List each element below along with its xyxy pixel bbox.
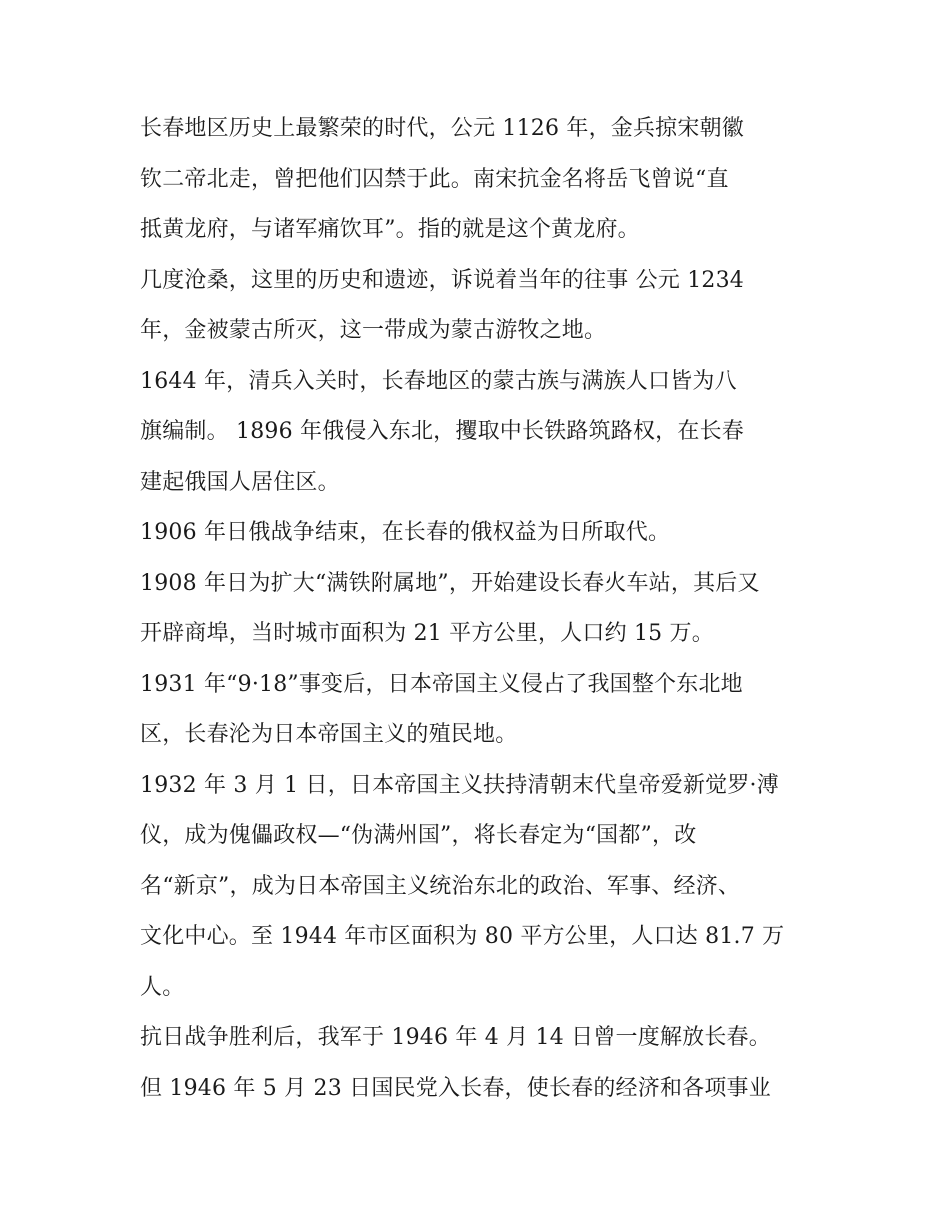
text-line: 1644 年，清兵入关时，长春地区的蒙古族与满族人口皆为八 bbox=[140, 368, 737, 394]
text-line: 开辟商埠，当时城市面积为 21 平方公里，人口约 15 万。 bbox=[140, 621, 714, 646]
text-line: 长春地区历史上最繁荣的时代，公元 1126 年，金兵掠宋朝徽 bbox=[140, 116, 744, 141]
text-line: 人。 bbox=[140, 974, 185, 1000]
text-line: 文化中心。至 1944 年市区面积为 80 平方公里，人口达 81.7 万 bbox=[140, 924, 785, 949]
text-line: 建起俄国人居住区。 bbox=[140, 469, 340, 495]
text-line: 抵黄龙府，与诸军痛饮耳”。指的就是这个黄龙府。 bbox=[140, 217, 640, 242]
text-line: 但 1946 年 5 月 23 日国民党入长春，使长春的经济和各项事业 bbox=[140, 1075, 771, 1101]
text-line: 旗编制。 1896 年俄侵入东北，攫取中长铁路筑路权，在长春 bbox=[140, 419, 744, 444]
text-line: 几度沧桑，这里的历史和遗迹，诉说着当年的往事 公元 1234 bbox=[140, 267, 744, 293]
text-line: 1906 年日俄战争结束，在长春的俄权益为日所取代。 bbox=[140, 520, 671, 545]
text-line: 区，长春沦为日本帝国主义的殖民地。 bbox=[140, 722, 518, 747]
text-line: 仪，成为傀儡政权—“伪满州国”，将长春定为“国都”，改 bbox=[140, 823, 697, 848]
text-line: 年，金被蒙古所灭，这一带成为蒙古游牧之地。 bbox=[140, 318, 607, 343]
text-line: 1931 年“9·18”事变后，日本帝国主义侵占了我国整个东北地 bbox=[140, 671, 743, 697]
text-line: 抗日战争胜利后，我军于 1946 年 4 月 14 日曾一度解放长春。 bbox=[140, 1025, 771, 1050]
text-line: 钦二帝北走，曾把他们囚禁于此。南宋抗金名将岳飞曾说“直 bbox=[140, 166, 729, 192]
document-body bbox=[140, 104, 812, 1114]
text-line: 1908 年日为扩大“满铁附属地”，开始建设长春火车站，其后又 bbox=[140, 570, 760, 596]
text-line: 1932 年 3 月 1 日，日本帝国主义扶持清朝末代皇帝爱新觉罗·溥 bbox=[140, 772, 779, 798]
text-line: 名“新京”，成为日本帝国主义统治东北的政治、军事、经济、 bbox=[140, 873, 741, 899]
